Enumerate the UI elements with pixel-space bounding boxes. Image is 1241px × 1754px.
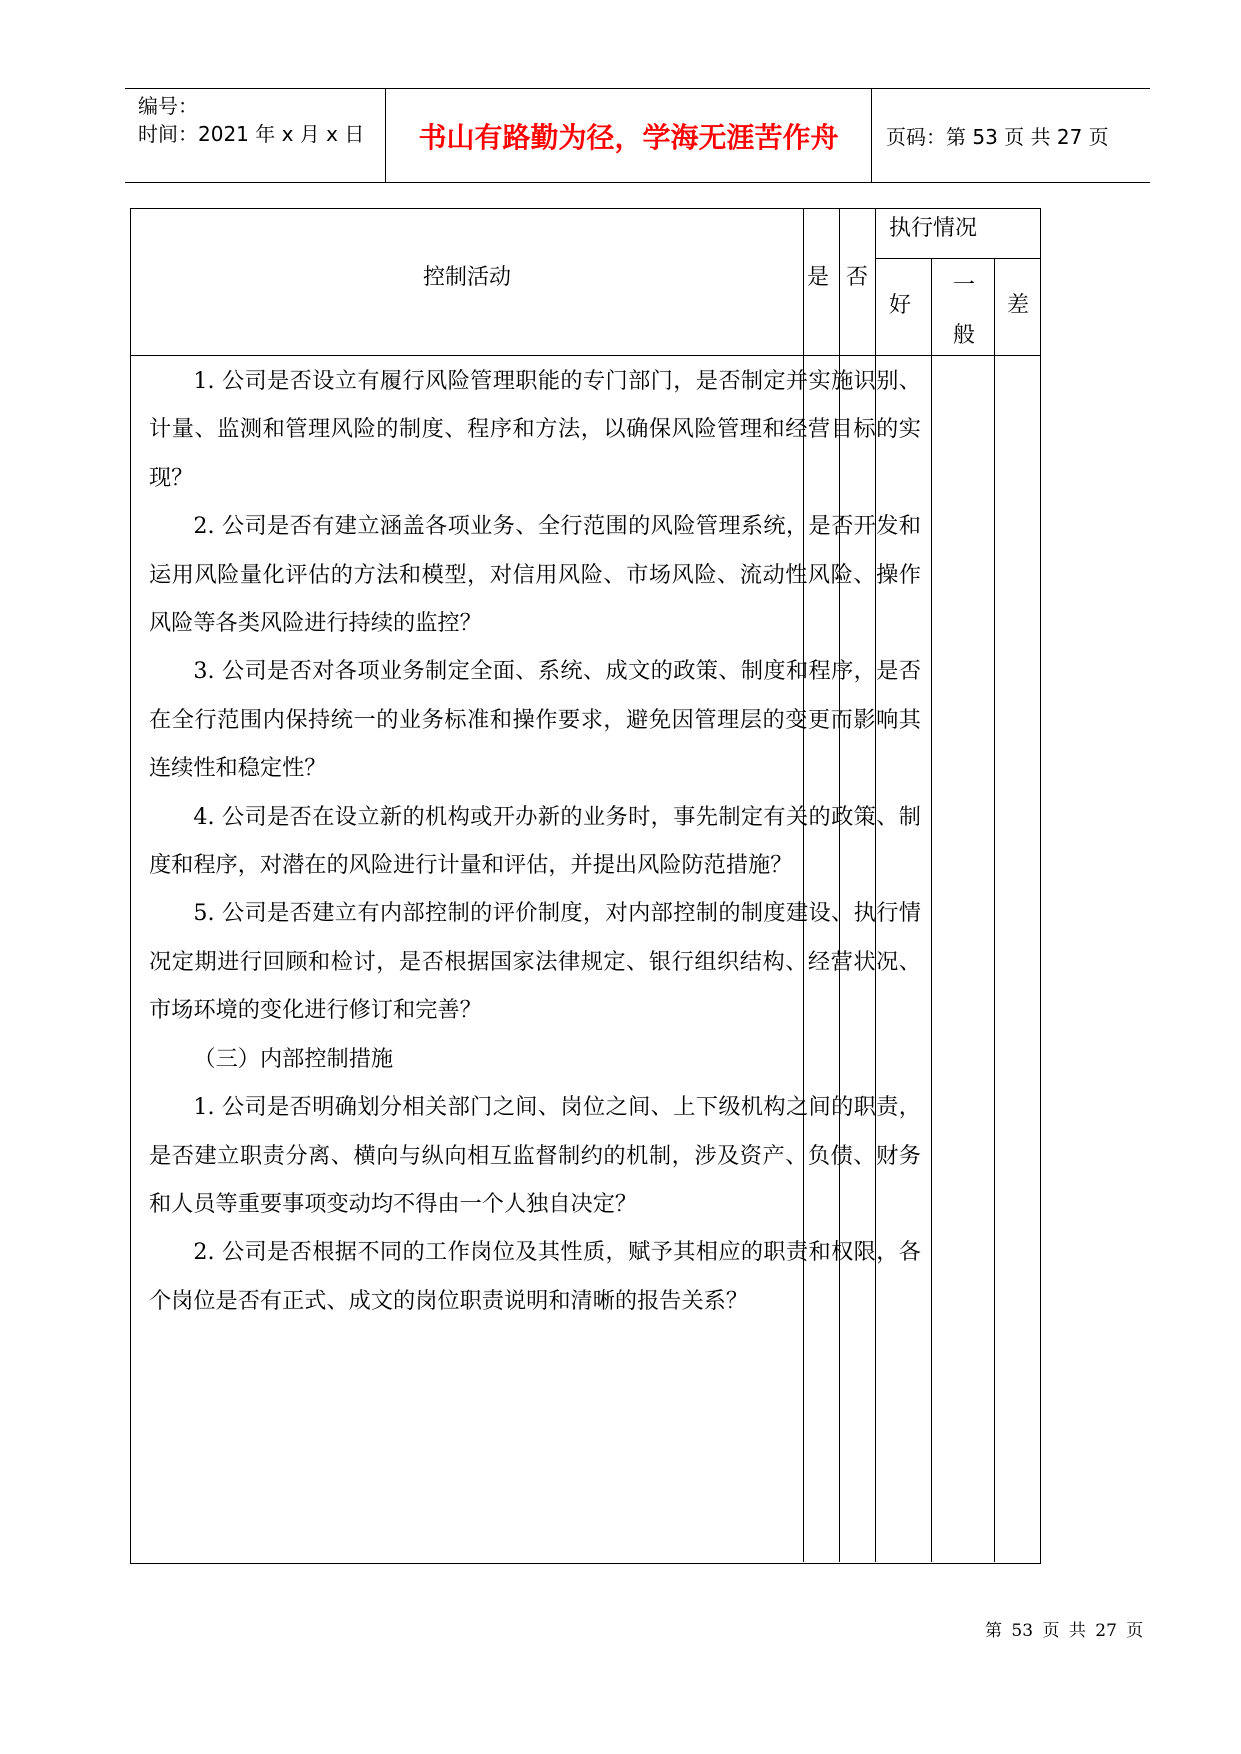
activity-paragraph: 2. 公司是否有建立涵盖各项业务、全行范围的风险管理系统，是否开发和运用风险量化评估的方法和模型，对信用风险、市场风险、流动性风险、操作风险等各类风险进行持续的监控？ <box>149 513 921 637</box>
header-poor: 差 <box>1007 293 1030 318</box>
row-divider <box>875 258 1040 259</box>
column-divider <box>994 258 995 1562</box>
activity-paragraph: 1. 公司是否设立有履行风险管理职能的专门部门，是否制定并实施识别、计量、监测和管理风险的制度、程序和方法，以确保风险管理和经营目标的实现？ <box>149 368 921 491</box>
control-activity-table <box>130 208 1041 1564</box>
header-average: 一般 <box>952 273 975 348</box>
number-label: 编号： <box>138 94 198 118</box>
header-no: 否 <box>846 265 869 290</box>
header-yes: 是 <box>807 265 830 290</box>
activity-paragraph: 3. 公司是否对各项业务制定全面、系统、成文的政策、制度和程序，是否在全行范围内保持统一的业务标准和操作要求，避免因管理层的变更而影响其连续性和稳定性？ <box>149 658 921 782</box>
header-execution-status: 执行情况 <box>889 216 978 241</box>
header-meta <box>138 92 388 148</box>
row-divider <box>131 355 1040 356</box>
page-header <box>125 88 1150 183</box>
header-divider <box>871 89 872 182</box>
column-divider <box>931 258 932 1562</box>
activity-paragraph: 1. 公司是否明确划分相关部门之间、岗位之间、上下级机构之间的职责，是否建立职责分离、横向与纵向相互监督制约的机制，涉及资产、负债、财务和人员等重要事项变动均不得由一个人独自决定？ <box>149 1094 921 1217</box>
header-control-activity: 控制活动 <box>422 265 511 290</box>
activity-paragraph: 2. 公司是否根据不同的工作岗位及其性质，赋予其相应的职责和权限，各个岗位是否有正式、成文的岗位职责说明和清晰的报告关系？ <box>149 1239 921 1314</box>
activity-paragraph: 4. 公司是否在设立新的机构或开办新的业务时，事先制定有关的政策、制度和程序，对潜在的风险进行计量和评估，并提出风险防范措施？ <box>149 803 921 879</box>
header-motto: 书山有路勤为径，学海无涯苦作舟 <box>418 120 839 154</box>
time-label: 时间：2021 年 x 月 x 日 <box>138 122 365 146</box>
activity-paragraph: 5. 公司是否建立有内部控制的评价制度，对内部控制的制度建设、执行情况定期进行回顾和检讨，是否根据国家法律规定、银行组织结构、经营状况、市场环境的变化进行修订和完善？ <box>149 900 921 1024</box>
header-good: 好 <box>889 293 912 318</box>
section-heading: （三）内部控制措施 <box>193 1045 394 1072</box>
control-activity-content <box>149 357 921 1325</box>
header-page-label: 页码：第 53 页 共 27 页 <box>886 125 1109 149</box>
page-footer: 第 53 页 共 27 页 <box>985 1621 1144 1641</box>
